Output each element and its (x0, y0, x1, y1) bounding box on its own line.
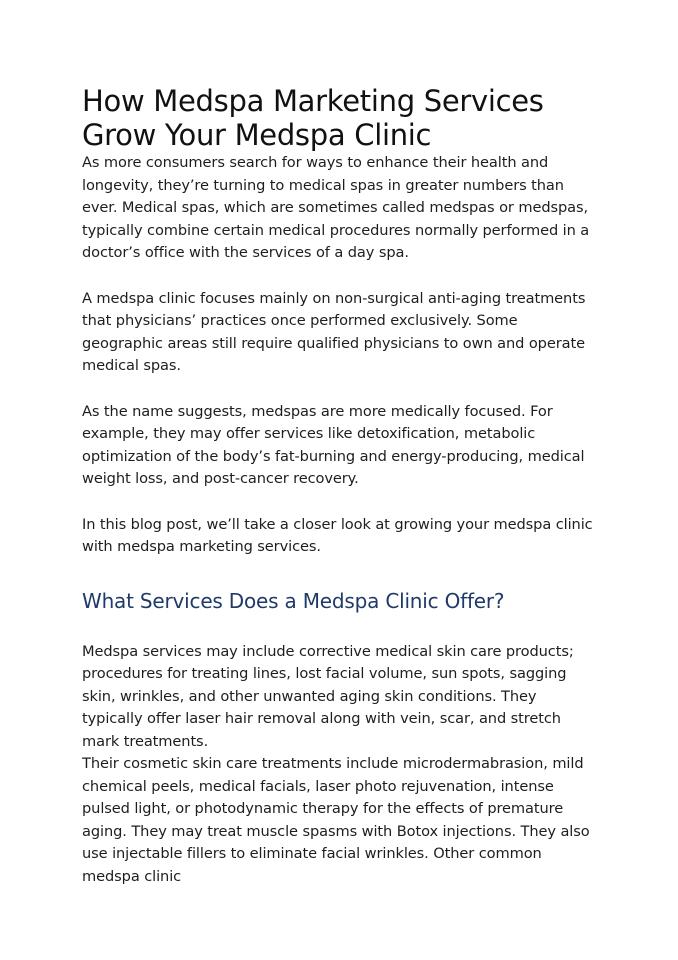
section-paragraph-2: Their cosmetic skin care treatments include microdermabrasion, mild chemical peels, medical facials, laser photo rejuvenation, intense pulsed light, or photodynamic therapy for the effects of premature aging. They may treat muscle spasms with Botox injections. They also use injectable fillers to eliminate facial wrinkles. Other common medspa clinic (82, 755, 590, 885)
document-title: How Medspa Marketing Services Grow Your Medspa Clinic (82, 84, 544, 152)
intro-paragraph-1: As more consumers search for ways to enhance their health and longevity, they’re turning to medical spas in greater numbers than ever. Medical spas, which are sometimes called medspas or medspas, typically combine certain medical procedures normally performed in a doctor’s office with the services of a day spa. (82, 154, 590, 261)
document-page (82, 84, 597, 888)
intro-paragraph-4: In this blog post, we’ll take a closer look at growing your medspa clinic with medspa marketing services. (82, 515, 593, 555)
intro-paragraph-3: As the name suggests, medspas are more medically focused. For example, they may offer services like detoxification, metabolic optimization of the body’s fat-burning and energy-producing, medical weight loss, and post-cancer recovery. (82, 402, 585, 487)
intro-paragraph-2: A medspa clinic focuses mainly on non-surgical anti-aging treatments that physicians’ practices once performed exclusively. Some geographic areas still require qualified physicians to own and operate medical spas. (82, 289, 586, 374)
section-paragraph-1: Medspa services may include corrective medical skin care products; procedures for treating lines, lost facial volume, sun spots, sagging skin, wrinkles, and other unwanted aging skin conditions. They typically offer laser hair removal along with vein, scar, and stretch mark treatments. (82, 642, 574, 750)
section-heading: What Services Does a Medspa Clinic Offer? (82, 588, 505, 613)
